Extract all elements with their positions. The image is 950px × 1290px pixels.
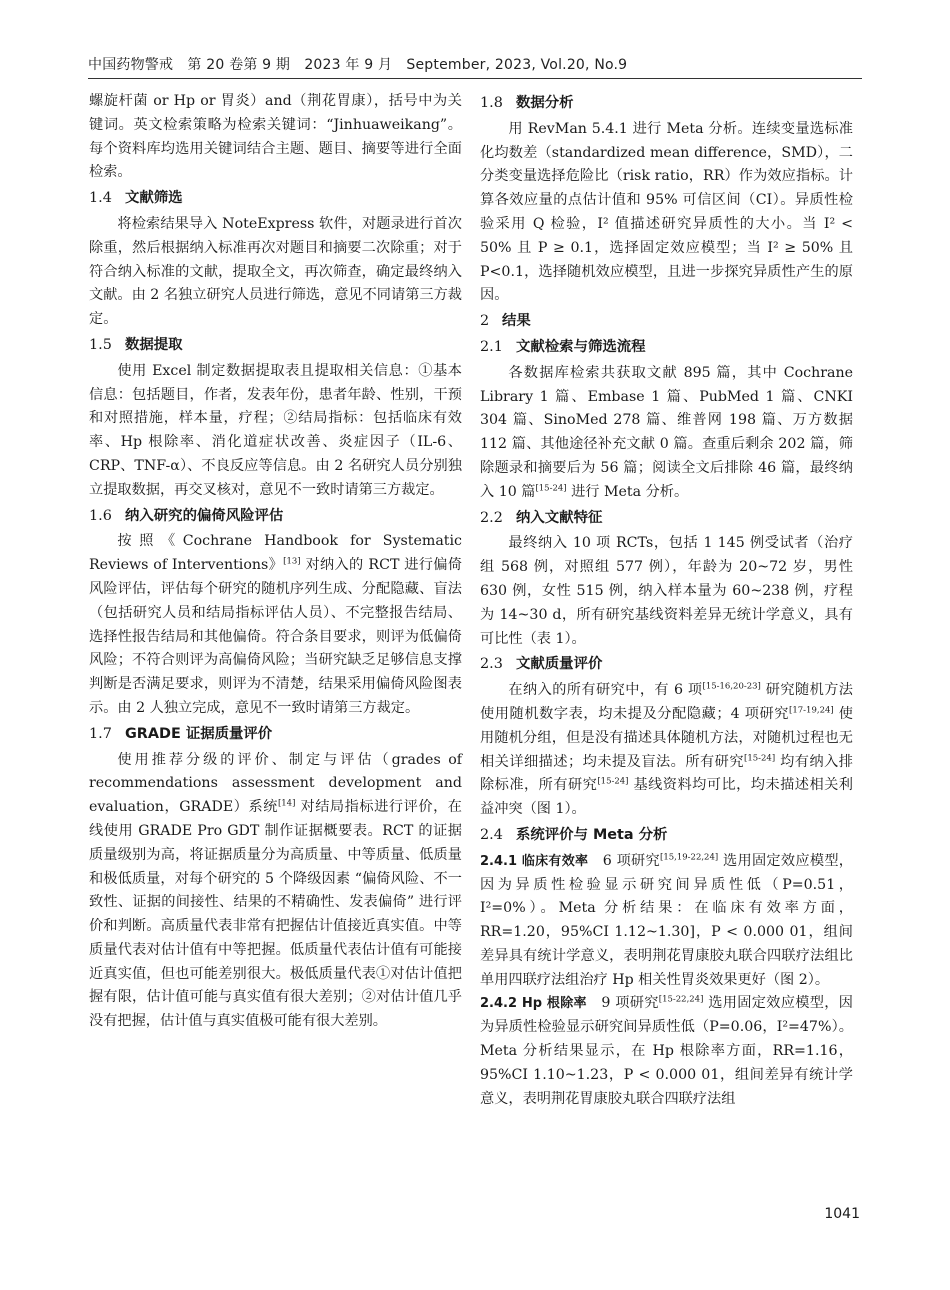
paragraph-1-7: 使用推荐分级的评价、制定与评估（grades of recommendations assessment development and evaluation，GRADE）系统[14] 对结局指标进行评价，在线使用 GRADE Pro GDT 制作证据概要表。RCT 的证据质量级别为高，将证据质量分为高质量、中等质量、低质量和极低质量，对每个研究的 5 个降级因素 “偏倚风险、不一致性、证据的间接性、结果的不精确性、发表偏倚” 进行评价和判断。高质量代表非常有把握估计值接近真实值。中等质量代表对估计值有中等把握。低质量代表估计值有可能接近真实值，但也可能差别很大。极低质量代表①对估计值把握有限，估计值可能与真实值有很大差别；②对估计值几乎没有把握，估计值与真实值极可能有很大差别。 <box>89 751 462 1030</box>
citation: [15-24] <box>597 776 629 787</box>
paragraph-2-4-2: 2.4.2 Hp 根除率 9 项研究[15-22,24] 选用固定效应模型，因为异质性检验显示研究间异质性低（P=0.06，I²=47%）。Meta 分析结果显示，在 Hp 根除率方面，RR=1.16，95%CI 1.10~1.23，P < 0.000 01，组间差异有统计学意义，表明荆花胃康胶丸联合四联疗法组 <box>480 994 853 1107</box>
heading-1-5: 1.5 数据提取 <box>89 336 183 353</box>
citation: [17-19,24] <box>789 705 834 716</box>
paragraph-2-3: 在纳入的所有研究中，有 6 项[15-16,20-23] 研究随机方法使用随机数字表，均未提及分配隐藏；4 项研究[17-19,24] 使用随机分组，但是没有描述具体随机方法，对随机过程也无相关详细描述；均未提及盲法。所有研究[15-24] 均有纳入排除标准，所有研究[15-24] 基线资料均可比，均未描述相关利益冲突（图 1）。 <box>480 681 853 818</box>
paragraph-2-4-1: 2.4.1 临床有效率 6 项研究[15,19-22,24] 选用固定效应模型，因为异质性检验显示研究间异质性低（P=0.51，I²=0%）。Meta 分析结果：在临床有效率方面，RR=1.20，95%CI 1.12~1.30]，P < 0.000 01，组间差异具有统计学意义，表明荆花胃康胶丸联合四联疗法组比单用四联疗法组治疗 Hp 相关性胃炎效果更好（图 2）。 <box>480 851 853 988</box>
left-column <box>89 90 462 1034</box>
paragraph-2-1: 各数据库检索共获取文献 895 篇，其中 Cochrane Library 1 篇、Embase 1 篇、PubMed 1 篇、CNKI 304 篇、SinoMed 278 篇、维普网 198 篇、万方数据 112 篇、其他途径补充文献 0 篇。查重后剩余 202 篇，筛除题录和摘要后为 56 篇；阅读全文后排除 46 篇，最终纳入 10 篇[15-24] 进行 Meta 分析。 <box>480 364 853 500</box>
heading-1-6: 1.6 纳入研究的偏倚风险评估 <box>89 507 284 524</box>
heading-1-8: 1.8 数据分析 <box>480 95 574 111</box>
citation: [15-22,24] <box>658 994 704 1005</box>
page-number: 1041 <box>824 1206 860 1222</box>
header-rule <box>88 78 862 79</box>
heading-2-3: 2.3 文献质量评价 <box>480 656 603 673</box>
heading-2-1: 2.1 文献检索与筛选流程 <box>480 338 646 355</box>
heading-1-7: 1.7 GRADE 证据质量评价 <box>89 725 273 742</box>
paragraph-1-6: 按照《Cochrane Handbook for Systematic Reviews of Interventions》[13] 对纳入的 RCT 进行偏倚风险评估，评估每个研究的随机序列生成、分配隐藏、盲法（包括研究人员和结局指标评估人员）、不完整报告结局、选择性报告结局和其他偏倚。符合条目要求，则评为低偏倚风险；不符合则评为高偏倚风险；当研究缺乏足够信息支撑判断是否满足要求，则评为不清楚，结果采用偏倚风险图表示。由 2 人独立完成，意见不一致时请第三方裁定。 <box>89 533 463 716</box>
heading-2-2: 2.2 纳入文献特征 <box>480 509 603 526</box>
heading-2: 2 结果 <box>480 313 531 330</box>
journal-header: 中国药物警戒 第 20 卷第 9 期 2023 年 9 月 September, 2023, Vol.20, No.9 <box>88 57 628 73</box>
citation: [13] <box>283 556 301 567</box>
paragraph-2-2: 最终纳入 10 项 RCTs，包括 1 145 例受试者（治疗组 568 例，对照组 577 例），年龄为 20~72 岁，男性 630 例，女性 515 例，纳入样本量为 60~238 例，疗程为 14~30 d，所有研究基线资料差异无统计学意义，具有可比性（表 1）。 <box>480 535 853 647</box>
citation: [15,19-22,24] <box>660 851 719 862</box>
paragraph-search-strategy: 螺旋杆菌 or Hp or 胃炎）and（荆花胃康），括号中为关键词。英文检索策略为检索关键词：“Jinhuaweikang”。每个资料库均选用关键词结合主题、题目、摘要等进行全面检索。 <box>89 93 462 181</box>
right-column <box>480 90 853 1111</box>
paragraph-1-5: 使用 Excel 制定数据提取表且提取相关信息：①基本信息：包括题目，作者，发表年份，患者年龄、性别，干预和对照措施，样本量，疗程；②结局指标：包括临床有效率、Hp 根除率、消化道症状改善、炎症因子（IL-6、CRP、TNF-α）、不良反应等信息。由 2 名研究人员分别独立提取数据，再交叉核对，意见不一致时请第三方裁定。 <box>89 362 462 498</box>
heading-2-4: 2.4 系统评价与 Meta 分析 <box>480 826 668 843</box>
citation: [15-16,20-23] <box>702 681 761 692</box>
citation: [15-24] <box>744 752 776 763</box>
paragraph-1-4: 将检索结果导入 NoteExpress 软件，对题录进行首次除重，然后根据纳入标准再次对题目和摘要二次除重；对于符合纳入标准的文献，提取全文，再次筛查，确定最终纳入文献。由 2 名独立研究人员进行筛选，意见不同请第三方裁定。 <box>89 215 462 328</box>
citation: [15-24] <box>535 483 567 494</box>
heading-1-4: 1.4 文献筛选 <box>89 190 183 207</box>
citation: [14] <box>277 798 296 809</box>
paragraph-1-8: 用 RevMan 5.4.1 进行 Meta 分析。连续变量选标准化均数差（standardized mean difference，SMD），二分类变量选择危险比（risk ratio，RR）作为效应指标。计算各效应量的点估计值和 95% 可信区间（CI）。异质性检验采用 Q 检验，I² 值描述研究异质性的大小。当 I² < 50% 且 P ≥ 0.1，选择固定效应模型；当 I² ≥ 50% 且 P<0.1，选择随机效应模型，且进一步探究异质性产生的原因。 <box>480 120 853 304</box>
